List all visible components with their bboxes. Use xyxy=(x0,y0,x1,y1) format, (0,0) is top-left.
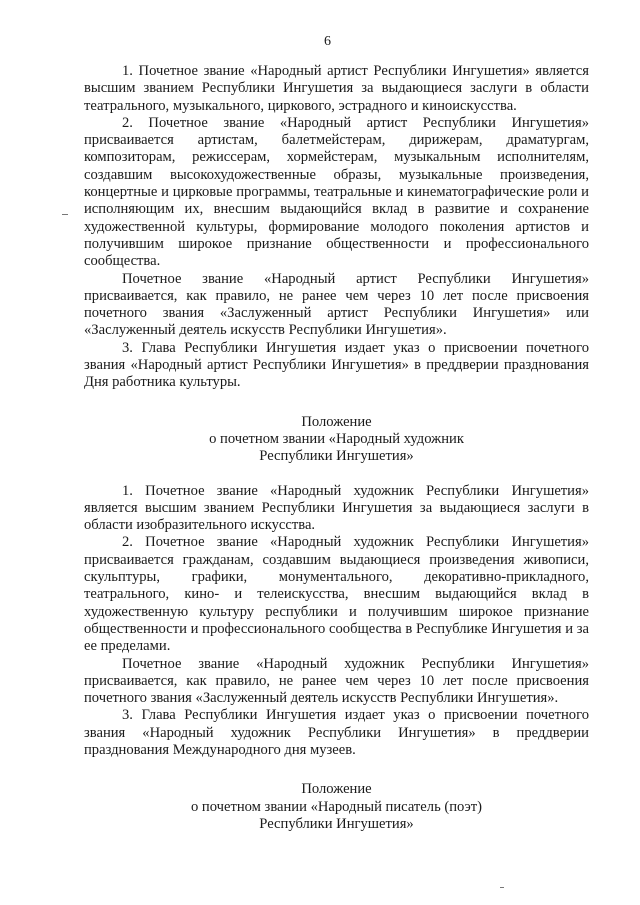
paragraph: Почетное звание «Народный артист Республики Ингушетия» присваивается, как правило, не ранее чем через 10 лет после присвоения почетного звания «Заслуженный артист Республики Ингушетия» или «Заслуженный деятель искусств Республики Ингушетия». xyxy=(84,270,589,339)
heading-line: Положение xyxy=(301,413,372,430)
section-people-painter xyxy=(84,414,589,760)
paragraph: 2. Почетное звание «Народный художник Республики Ингушетия» присваивается гражданам, создавшим выдающиеся произведения живописи, скульптуры, графики, монументального, декоративно-прикладного, театрального, кино- и телеискусства, внесшим выдающийся вклад в художественную культуру республики и получившим широкое признание общественности и профессионального сообщества в Республике Ингушетия и за ее пределами. xyxy=(84,534,589,655)
page-number: 6 xyxy=(324,34,331,49)
paragraph: 3. Глава Республики Ингушетия издает указ о присвоении почетного звания «Народный артист Республики Ингушетия» в преддверии празднования Дня работника культуры. xyxy=(84,339,589,391)
section-heading xyxy=(84,781,589,833)
paragraph: 3. Глава Республики Ингушетия издает указ о присвоении почетного звания «Народный художник Республики Ингушетия» в преддверии празднования Международного дня музеев. xyxy=(84,707,589,758)
heading-line: о почетном звании «Народный художник xyxy=(209,430,464,447)
scan-speck xyxy=(500,887,504,888)
paragraph: 2. Почетное звание «Народный артист Республики Ингушетия» присваивается артистам, балетмейстерам, дирижерам, драматургам, композиторам, режиссерам, хормейстерам, музыкальным исполнителям, создавшим высокохудожественные образы, музыкальные произведения, концертные и цирковые программы, театральные и кинематографические роли и исполняющим их, внесшим выдающийся вклад в развитие и сохранение художественной культуры, формирование молодого поколения артистов и получившим широкое признание общественности и профессионального сообщества. xyxy=(84,114,589,270)
heading-line: Положение xyxy=(301,781,372,798)
heading-line: Республики Ингушетия» xyxy=(259,815,414,832)
paragraph: 1. Почетное звание «Народный художник Республики Ингушетия» является высшим званием Республики Ингушетия за выдающиеся заслуги в области изобразительного искусства. xyxy=(84,482,589,534)
heading-line: Республики Ингушетия» xyxy=(259,448,414,465)
scan-speck xyxy=(62,214,68,215)
document-body xyxy=(84,63,589,833)
section-heading xyxy=(84,414,589,466)
paragraph: 1. Почетное звание «Народный артист Республики Ингушетия» является высшим званием Республики Ингушетия за выдающиеся заслуги в области театрального, музыкального, циркового, эстрадного и киноискусства. xyxy=(84,63,589,114)
heading-line: о почетном звании «Народный писатель (поэт) xyxy=(190,798,483,815)
paragraph: Почетное звание «Народный художник Республики Ингушетия» присваивается, как правило, не ранее чем через 10 лет после присвоения почетного звания «Заслуженный деятель искусств Республики Ингушетия». xyxy=(84,655,589,707)
section-people-writer xyxy=(84,781,589,833)
section-people-artist xyxy=(84,63,589,392)
